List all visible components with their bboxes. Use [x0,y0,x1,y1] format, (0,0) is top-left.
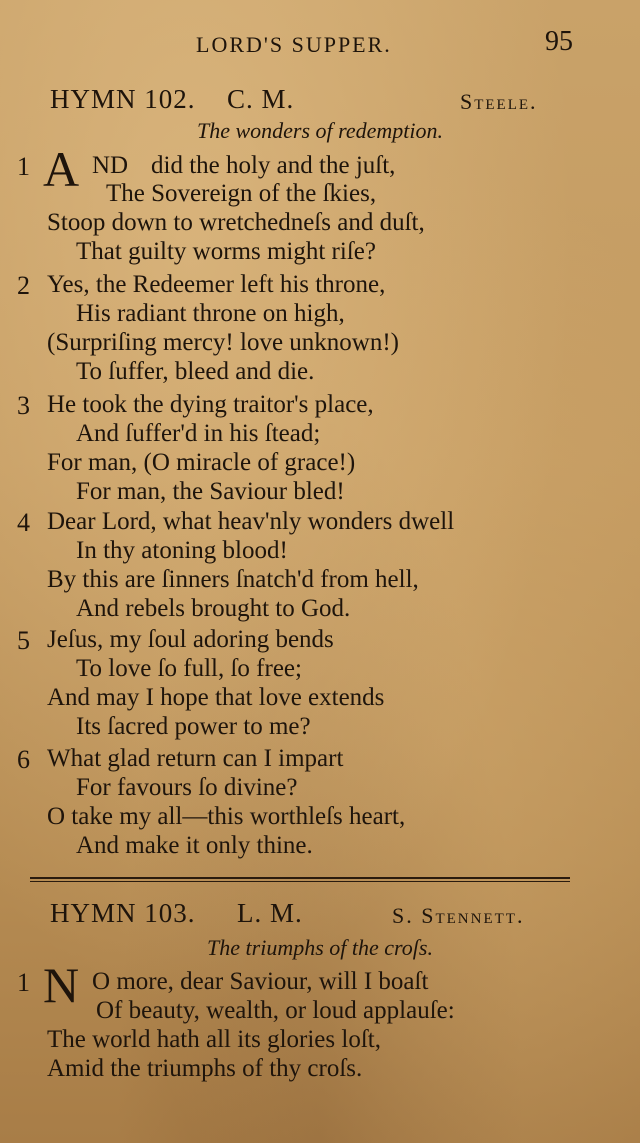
verse-line: What glad return can I impart [47,745,344,772]
hymn-meter: C. M. [227,84,295,114]
hymn-103-subtitle: The triumphs of the croſs. [207,935,433,960]
verse-line: To love ſo full, ſo free; [76,655,302,682]
hymn-author: S. Stennett. [392,903,525,928]
drop-cap-rest: ND [92,152,129,179]
hymn-number: HYMN 103. [50,898,196,928]
drop-cap: N [43,957,80,1013]
verse-line: Jeſus, my ſoul adoring bends [47,626,334,653]
running-head [0,26,640,66]
verse-line: And ſuffer'd in his ſtead; [76,420,321,447]
verse-line: O take my all—this worthleſs heart, [47,803,406,830]
verse-line: For favours ſo divine? [76,774,298,801]
verse-line: The Sovereign of the ſkies, [106,180,377,207]
verse-line: For man, (O miracle of grace!) [47,449,356,476]
verse-line: Stoop down to wretchedneſs and duſt, [47,209,425,236]
hymn-102-subtitle: The wonders of redemption. [196,118,444,143]
verse-line: To ſuffer, bleed and die. [76,358,315,385]
hymn-103-heading [0,898,640,938]
hymn-number: HYMN 102. [50,84,196,114]
verse-line: In thy atoning blood! [76,537,288,564]
running-head-title: LORD'S SUPPER. [196,32,392,57]
hymn-meter: L. M. [237,898,303,928]
stanza-number: 2 [17,271,30,300]
stanza-number: 1 [17,152,30,181]
verse-line: And rebels brought to God. [76,595,351,622]
verse-line: Of beauty, wealth, or loud applauſe: [96,997,455,1024]
stanza-number: 6 [17,745,30,774]
verse-line: And may I hope that love extends [47,684,385,711]
stanza-number: 5 [17,626,30,655]
verse-line: Its ſacred power to me? [76,713,311,740]
verse-line: By this are ſinners ſnatch'd from hell, [47,566,419,593]
verse-line: The world hath all its glories loſt, [47,1026,381,1053]
page-number: 95 [545,26,573,57]
verse-line: That guilty worms might riſe? [76,238,376,265]
verse-line: Yes, the Redeemer left his throne, [47,271,386,298]
verse-line: Dear Lord, what heav'nly wonders dwell [47,508,455,535]
verse-line: For man, the Saviour bled! [76,478,345,505]
stanza-number: 3 [17,391,30,420]
drop-cap-rest: O [92,968,111,995]
verse-line: Amid the triumphs of thy croſs. [47,1055,363,1082]
verse-line: He took the dying traitor's place, [47,391,374,418]
section-rule-thin [30,881,570,882]
verse-line: O more, dear Saviour, will I boaſt [92,968,429,995]
verse-line: did the holy and the juſt, [151,152,396,179]
verse-line: (Surpriſing mercy! love unknown!) [47,329,400,356]
stanza-number: 4 [17,508,30,537]
stanza-number: 1 [17,968,30,997]
verse-line: His radiant throne on high, [76,300,345,327]
verse-line: And make it only thine. [76,832,313,859]
drop-cap: A [43,141,80,197]
hymn-author: Steele. [460,89,538,114]
section-rule [30,877,570,879]
